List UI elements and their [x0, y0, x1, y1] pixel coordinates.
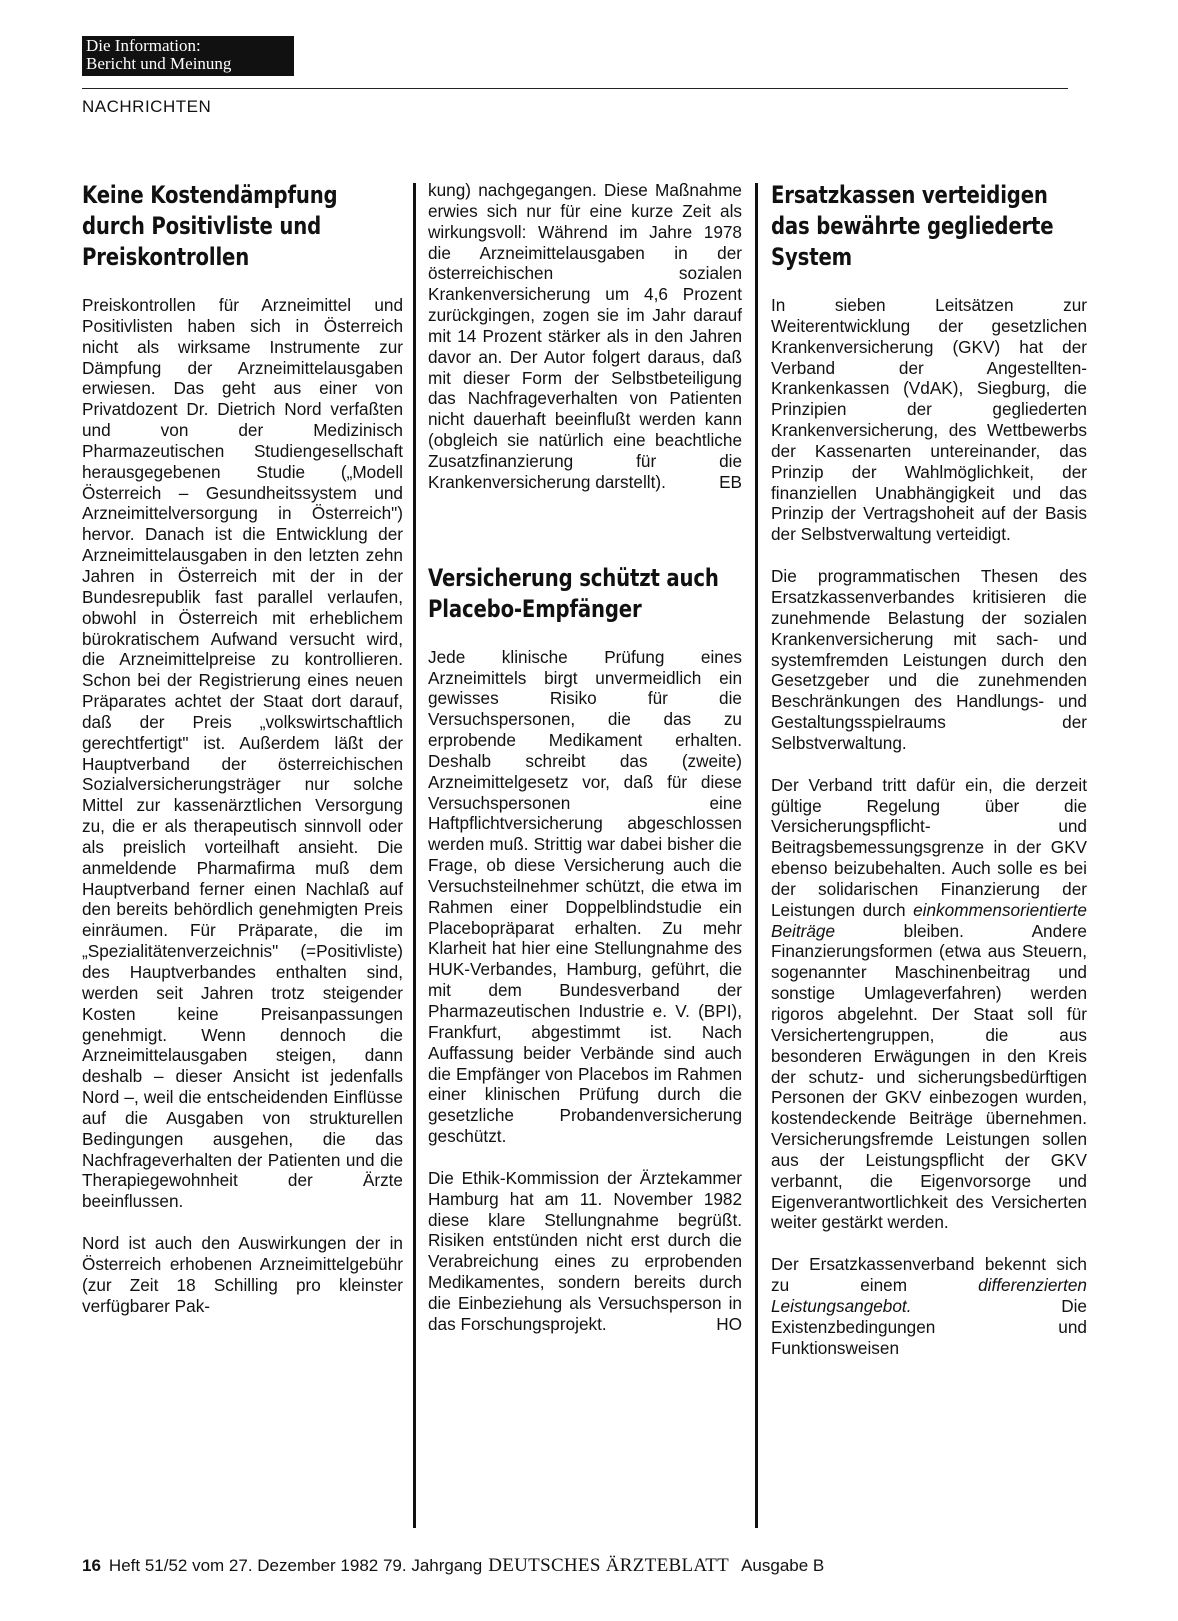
- article-1-title: Keine Kostendämpfung durch Positivliste und Preiskontrollen: [82, 181, 338, 271]
- section-title: NACHRICHTEN: [82, 97, 212, 116]
- article-1-continued-text: kung) nachgegangen. Diese Maßnahme erwies sich nur für eine kurze Zeit als wirkungsvoll: Während im Jahre 1978 die Arzneimittelausgaben in der österreichischen sozialen Krankenversicherung um 4,6 Prozent zurückgingen, zogen sie im Jahr darauf mit 14 Prozent stärker als in den Jahren davor an. Der Autor folgert daraus, daß mit dieser Form der Selbstbeteiligung das Nachfrageverhalten von Patienten nicht dauerhaft beeinflußt werden kann (obgleich sie natürlich eine beachtliche Zusatzfinanzierung für die Krankenversicherung darstellt).: [428, 180, 742, 492]
- article-1-paragraph-2-continued: [428, 180, 742, 493]
- column-divider-1: [413, 183, 416, 1528]
- column-3: [771, 180, 1087, 1359]
- article-3-paragraph-4: [771, 1254, 1087, 1358]
- article-1-paragraph-2: Nord ist auch den Auswirkungen der in Österreich erhobenen Arzneimittelgebühr (zur Zeit 18 Schilling pro kleinster verfügbarer Pak-: [82, 1233, 403, 1316]
- article-2-signature: HO: [716, 1313, 742, 1334]
- header-rule: [82, 88, 1068, 89]
- article-3-paragraph-4-text-b: Die Existenzbedingungen und Funktionsweisen: [771, 1295, 1087, 1358]
- article-3-paragraph-2: Die programmatischen Thesen des Ersatzkassenverbandes kritisieren die zunehmende Belastung der sozialen Krankenversicherung mit sach- und systemfremden Leistungen durch den Gesetzgeber und die zunehmenden Beschränkungen des Handlungs- und Gestaltungsspielraums der Selbstverwaltung.: [771, 566, 1087, 753]
- article-3-paragraph-3-text-b: bleiben. Andere Finanzierungsformen (etwa aus Steuern, sogenannter Maschinenbeitrag und sonstige Umlageverfahren) werden rigoros abgelehnt. Der Staat soll für Versichertengruppen, die aus besonderen Erwägungen in den Kreis der schutz- und sicherungsbedürftigen Personen der GKV einbezogen wurden, kostendeckende Beiträge übernehmen. Versicherungsfremde Leistungen sollen aus der Leistungspflicht der GKV verbannt, die Eigenvorsorge und Eigenverantwortlichkeit des Versicherten weiter gestärkt werden.: [771, 920, 1087, 1233]
- article-1-signature: EB: [719, 471, 742, 492]
- article-3-paragraph-3-text-a: Der Verband tritt dafür ein, die derzeit gültige Regelung über die Versicherungspflicht- und Beitragsbemessungsgrenze in der GKV ebenso beizubehalten. Auch solle es bei der solidarischen Finanzierung der Leistungen durch: [771, 774, 1087, 920]
- article-3-paragraph-3: [771, 775, 1087, 1234]
- column-2: [428, 180, 742, 1335]
- article-2-paragraph-1: Jede klinische Prüfung eines Arzneimittels birgt unvermeidlich ein gewisses Risiko für die Versuchspersonen, die das zu erprobende Medikament erhalten. Deshalb schreibt das (zweite) Arzneimittelgesetz vor, daß für diese Versuchspersonen eine Haftpflichtversicherung abgeschlossen werden muß. Strittig war dabei bisher die Frage, ob diese Versicherung auch die Versuchsteilnehmer schützt, die etwa im Rahmen einer Doppelblindstudie ein Placebopräparat erhalten. Zu mehr Klarheit hat hier eine Stellungnahme des HUK-Verbandes, Hamburg, geführt, die mit dem Bundesverband der Pharmazeutischen Industrie e. V. (BPI), Frankfurt, abgestimmt ist. Nach Auffassung beider Verbände sind auch die Empfänger von Placebos im Rahmen einer klinischen Prüfung durch die gesetzliche Probandenversicherung geschützt.: [428, 646, 742, 1147]
- column-divider-2: [755, 183, 758, 1528]
- article-3-paragraph-4-emphasis: differenzierten Leistungsangebot.: [771, 1275, 1087, 1316]
- column-1: [82, 180, 403, 1317]
- article-3-paragraph-1: In sieben Leitsätzen zur Weiterentwicklung der gesetzlichen Krankenversicherung (GKV) hat der Verband der Angestellten-Krankenkassen (VdAK), Siegburg, die Prinzipien der gegliederten Krankenversicherung, des Wettbewerbs der Kassenarten untereinander, das Prinzip der Wahlmöglichkeit, der finanziellen Unabhängigkeit und das Prinzip der Vertragshoheit auf der Basis der Selbstverwaltung verteidigt.: [771, 295, 1087, 545]
- page-footer: [82, 1555, 824, 1577]
- article-3-paragraph-4-text-a: Der Ersatzkassenverband bekennt sich zu einem: [771, 1254, 1087, 1296]
- article-3-paragraph-3-emphasis: einkommensorientierte Beiträge: [771, 899, 1087, 941]
- magazine-name: DEUTSCHES ÄRZTEBLATT: [488, 1555, 730, 1576]
- rubric-label: [82, 36, 294, 76]
- article-3-title: Ersatzkassen verteidigen das bewährte gegliederte System: [771, 181, 1054, 271]
- issue-info: Heft 51/52 vom 27. Dezember 1982 79. Jahrgang: [108, 1556, 483, 1575]
- page-number: 16: [82, 1556, 101, 1575]
- rubric-line-1: Die Information:: [86, 36, 201, 55]
- article-2-title: Versicherung schützt auch Placebo-Empfänger: [428, 563, 719, 623]
- article-2-paragraph-2: [428, 1168, 742, 1335]
- article-2-paragraph-2-text: Die Ethik-Kommission der Ärztekammer Hamburg hat am 11. November 1982 diese klare Stellungnahme begrüßt. Risiken entstünden nicht erst durch die Verabreichung eines zu erprobenden Medikamentes, sondern bereits durch die Einbeziehung als Versuchsperson in das Forschungsprojekt.: [428, 1167, 742, 1334]
- article-1-paragraph-1: Preiskontrollen für Arzneimittel und Positivlisten haben sich in Österreich nicht als wirksame Instrumente zur Dämpfung der Arzneimittelausgaben erwiesen. Das geht aus einer von Privatdozent Dr. Dietrich Nord verfaßten und von der Medizinisch Pharmazeutischen Studiengesellschaft herausgegebenen Studie („Modell Österreich – Gesundheitssystem und Arzneimittelversorgung in Österreich") hervor. Danach ist die Entwicklung der Arzneimittelausgaben in den letzten zehn Jahren in Österreich mit der in der Bundesrepublik fast parallel verlaufen, obwohl in Österreich mit erheblichem bürokratischem Aufwand versucht wird, die Arzneimittelpreise zu kontrollieren. Schon bei der Registrierung eines neuen Präparates achtet der Staat dort darauf, daß der Preis „volkswirtschaftlich gerechtfertigt" ist. Außerdem läßt der Hauptverband der österreichischen Sozialversicherungsträger nur solche Mittel zur kassenärztlichen Versorgung zu, die er als therapeutisch sinnvoll oder als preislich vorteilhaft ansieht. Die anmeldende Pharmafirma muß dem Hauptverband ferner einen Nachlaß auf den bereits behördlich genehmigten Preis einräumen. Für Präparate, die im „Spezialitätenverzeichnis" (=Positivliste) des Hauptverbandes enthalten sind, werden seit Jahren trotz steigender Kosten keine Preisanpassungen genehmigt. Wenn dennoch die Arzneimittelausgaben steigen, dann deshalb – dieser Ansicht ist jedenfalls Nord –, weil die entscheidenden Einflüsse auf die Ausgaben von strukturellen Bedingungen ausgehen, die das Nachfrageverhalten der Patienten und die Therapiegewohnheit der Ärzte beeinflussen.: [82, 295, 403, 1212]
- rubric-line-2: Bericht und Meinung: [86, 54, 232, 73]
- edition-label: Ausgabe B: [741, 1556, 825, 1575]
